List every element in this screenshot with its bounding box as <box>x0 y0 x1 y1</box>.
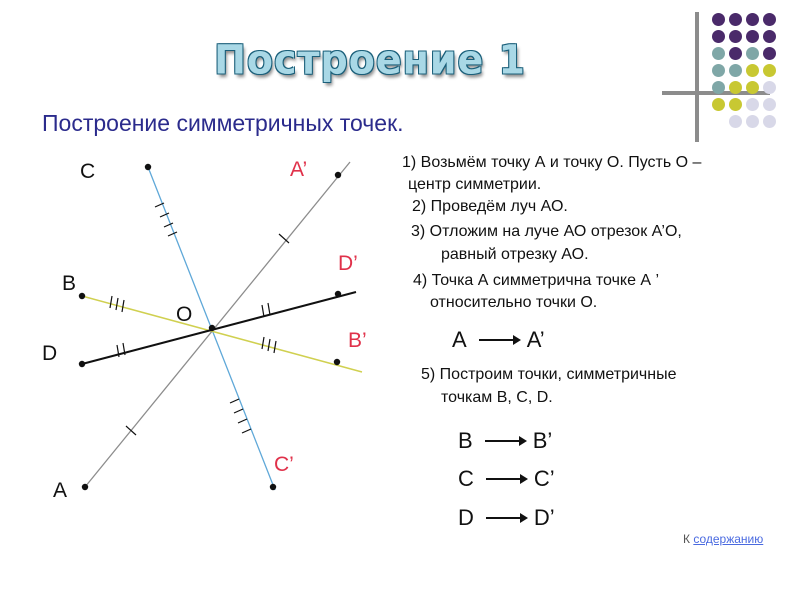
point-C-prime <box>270 484 276 490</box>
step-5-line-1: 5) Построим точки, симметричные <box>421 366 677 383</box>
step-2: 2) Проведём луч АО. <box>412 198 568 215</box>
arrow-from-D: D <box>458 505 474 530</box>
arrow-row-A <box>452 327 545 353</box>
step-1-line-2: центр симметрии. <box>408 176 542 193</box>
point-C <box>145 164 151 170</box>
arrow-to-C-prime: C’ <box>533 466 555 491</box>
slide-title: Построение 1 <box>214 36 526 84</box>
arrow-row-C <box>458 466 555 492</box>
arrow-to-D-prime: D’ <box>533 505 555 530</box>
point-O <box>209 325 215 331</box>
point-A-prime <box>335 172 341 178</box>
arrow-right-icon <box>486 517 526 519</box>
point-B-prime <box>334 359 340 365</box>
arrow-row-D <box>458 505 555 531</box>
label-C-prime: C’ <box>274 453 294 476</box>
arrow-from-C: C <box>458 466 474 491</box>
arrow-right-icon <box>485 440 525 442</box>
points <box>79 164 341 490</box>
arrow-to-B-prime: B’ <box>532 428 553 453</box>
arrow-to-A-prime: A’ <box>526 327 545 352</box>
contents-link[interactable]: содержанию <box>693 532 764 546</box>
label-C: C <box>80 160 96 183</box>
label-O: O <box>176 303 193 326</box>
arrow-from-A: A <box>452 327 467 352</box>
footer-link-line <box>683 532 763 546</box>
line-A-A-prime <box>85 162 350 487</box>
step-1-line-1: 1) Возьмём точку А и точку О. Пусть О – <box>402 154 702 171</box>
footer-prefix: К <box>683 532 694 546</box>
step-3-line-2: равный отрезку АО. <box>441 246 589 263</box>
label-B: B <box>62 272 77 295</box>
slide-subtitle: Построение симметричных точек. <box>42 110 404 136</box>
label-A: A <box>53 479 68 502</box>
line-B-B-prime <box>82 296 362 372</box>
arrow-right-icon <box>486 478 526 480</box>
arrow-row-B <box>458 428 552 454</box>
point-D <box>79 361 85 367</box>
arrow-right-icon <box>479 339 519 341</box>
label-B-prime: B’ <box>348 329 367 352</box>
point-D-prime <box>335 291 341 297</box>
arrow-from-B: B <box>458 428 473 453</box>
step-5-line-2: точкам В, С, D. <box>441 389 553 406</box>
label-D: D <box>42 342 58 365</box>
step-4-line-1: 4) Точка А симметрична точке А ’ <box>413 272 660 289</box>
tick-marks <box>110 203 289 435</box>
step-3-line-1: 3) Отложим на луче АО отрезок А’О, <box>411 223 682 240</box>
label-A-prime: A’ <box>290 158 308 181</box>
label-D-prime: D’ <box>338 252 358 275</box>
point-B <box>79 293 85 299</box>
step-4-line-2: относительно точки О. <box>430 294 598 311</box>
point-A <box>82 484 88 490</box>
